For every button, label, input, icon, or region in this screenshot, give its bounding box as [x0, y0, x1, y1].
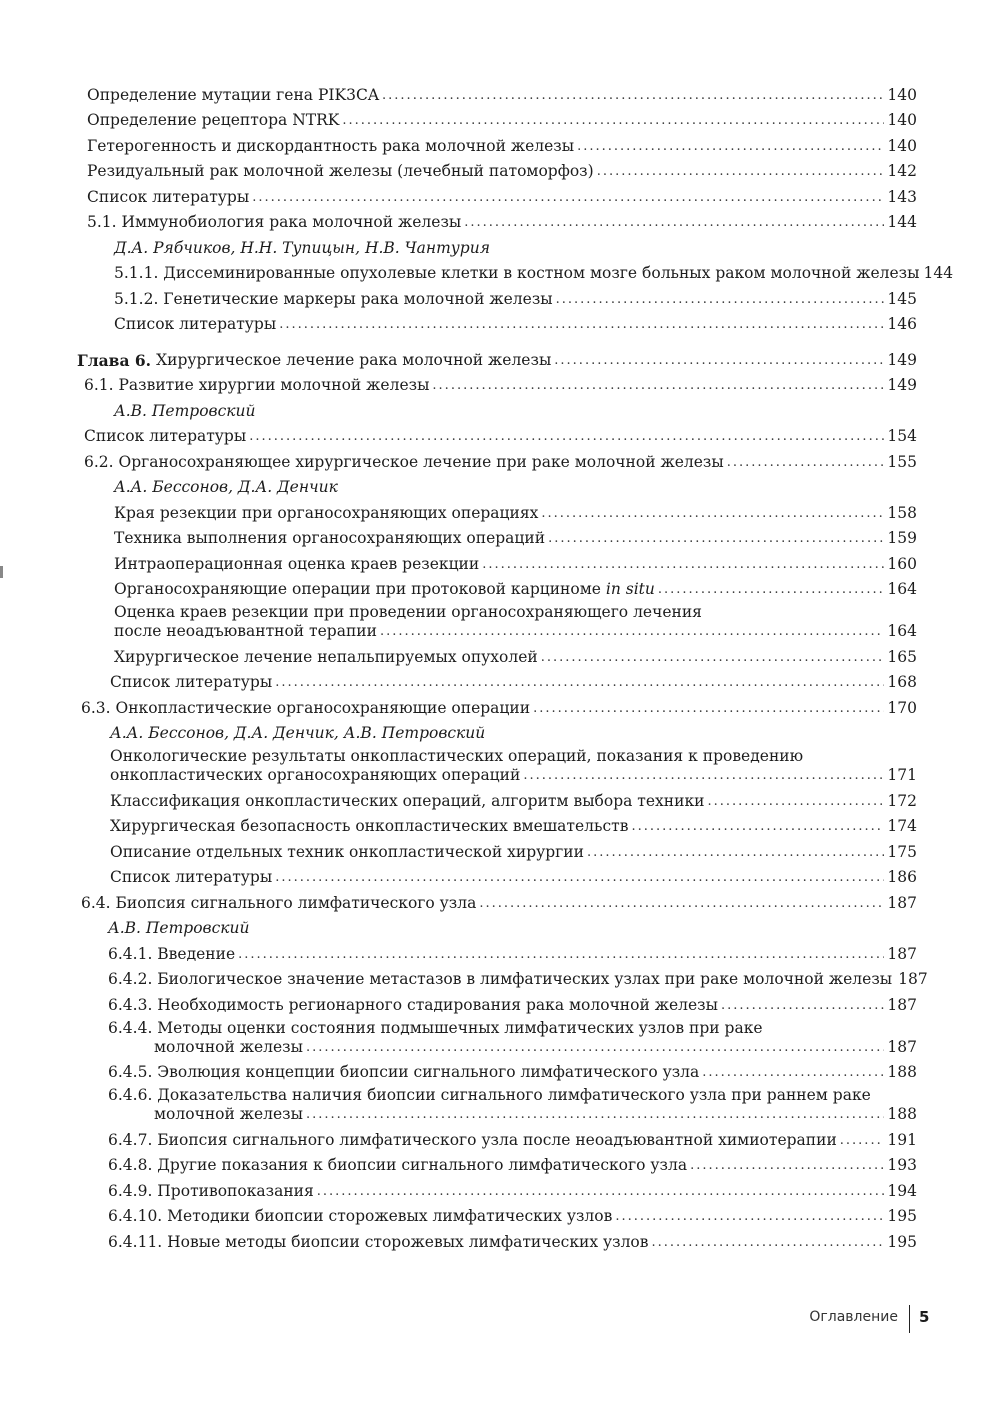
footer-divider — [909, 1305, 910, 1333]
entry-page: 143 — [887, 187, 917, 206]
dot-leader — [342, 111, 884, 130]
entry-page: 144 — [887, 213, 917, 231]
toc-entry — [108, 965, 928, 991]
page-number: 5 — [919, 1308, 930, 1326]
toc-entry — [114, 498, 917, 524]
entry-title: 6.4.8. Другие показания к биопсии сигнального лимфатического узла — [108, 1156, 688, 1174]
entry-page: 195 — [887, 1232, 917, 1251]
toc-entry — [108, 1058, 917, 1084]
entry-title-line2: молочной железы — [154, 1037, 303, 1056]
dot-leader — [482, 555, 884, 574]
dot-leader — [306, 1105, 884, 1124]
entry-title-line1: Оценка краев резекции при проведении органосохраняющего лечения — [114, 603, 702, 621]
toc-entry — [87, 182, 917, 208]
entry-title: 6.3. Онкопластические органосохраняющие операции — [81, 698, 531, 717]
dot-leader — [658, 580, 885, 599]
entry-title-line1: 6.4.4. Методы оценки состояния подмышечных лимфатических узлов при раке — [108, 1018, 763, 1037]
entry-page: 144 — [923, 264, 954, 282]
toc-section-entry — [81, 888, 917, 914]
toc-entry — [87, 157, 917, 183]
dot-leader — [652, 1233, 885, 1252]
dot-leader — [306, 1038, 884, 1057]
entry-page: 187 — [887, 995, 917, 1014]
toc-section-entry — [81, 693, 917, 719]
authors-text: Д.А. Рябчиков, Н.Н. Тупицын, Н.В. Чантурия — [114, 238, 490, 257]
entry-title: Органосохраняющие операции при протоковой карциноме — [114, 580, 601, 598]
entry-page: 175 — [887, 842, 917, 861]
entry-title-line2: онкопластических органосохраняющих операций — [110, 766, 521, 784]
toc-section-entry — [84, 447, 917, 473]
entry-page: 188 — [887, 1105, 917, 1123]
dot-leader — [541, 648, 885, 667]
entry-title: 5.1.2. Генетические маркеры рака молочной железы — [114, 289, 553, 308]
toc-chapter-entry — [77, 345, 917, 371]
dot-leader — [533, 699, 884, 718]
entry-page: 155 — [887, 452, 917, 471]
entry-title: 6.4.3. Необходимость регионарного стадирования рака молочной железы — [108, 995, 718, 1014]
toc-entry — [108, 1176, 917, 1202]
entry-page: 187 — [887, 1037, 917, 1056]
toc-entry — [114, 600, 917, 642]
scan-edge-mark — [0, 566, 3, 578]
entry-title: Определение рецептора NTRK — [87, 111, 340, 129]
entry-page: 188 — [887, 1063, 917, 1081]
entry-page: 165 — [887, 647, 917, 666]
entry-page: 171 — [887, 766, 917, 784]
entry-title: 6.2. Органосохраняющее хирургическое лечение при раке молочной железы — [84, 452, 724, 471]
entry-title: 5.1.1. Диссеминированные опухолевые клетки в костном мозге больных раком молочной железы — [114, 264, 920, 282]
toc-entry — [114, 524, 917, 550]
entry-page: 168 — [887, 673, 917, 691]
entry-page: 140 — [887, 111, 917, 129]
entry-page: 186 — [887, 868, 917, 886]
entry-title-italic: in situ — [605, 580, 655, 598]
entry-page: 140 — [887, 136, 917, 155]
toc-entry — [108, 1016, 917, 1058]
section-authors — [114, 396, 914, 422]
entry-page: 195 — [887, 1207, 917, 1225]
dot-leader — [840, 1131, 885, 1150]
dot-leader — [702, 1063, 884, 1082]
entry-title: Гетерогенность и дискордантность рака молочной железы — [87, 136, 575, 155]
dot-leader — [238, 945, 884, 964]
entry-title: Хирургическое лечение рака молочной железы — [156, 350, 552, 369]
toc-section-entry — [87, 208, 917, 234]
entry-title: 6.4.2. Биологическое значение метастазов в лимфатических узлах при раке молочной железы — [108, 970, 893, 988]
entry-title-line2: после неоадъювантной терапии — [114, 622, 377, 640]
dot-leader — [279, 315, 884, 334]
toc-entry — [110, 668, 917, 694]
toc-entry — [108, 939, 917, 965]
entry-page: 193 — [887, 1156, 917, 1174]
toc-entry — [108, 1227, 917, 1253]
entry-page: 194 — [887, 1181, 917, 1200]
section-authors — [114, 233, 914, 259]
entry-page: 187 — [887, 893, 917, 912]
entry-title: Резидуальный рак молочной железы (лечебный патоморфоз) — [87, 162, 594, 180]
entry-page: 158 — [887, 503, 917, 522]
entry-title: Список литературы — [84, 427, 247, 445]
page-footer — [0, 1305, 1000, 1333]
dot-leader — [275, 868, 884, 887]
toc-entry — [87, 80, 917, 106]
dot-leader — [577, 137, 884, 156]
toc-entry — [114, 259, 954, 285]
dot-leader — [317, 1182, 885, 1201]
entry-page: 159 — [887, 529, 917, 547]
dot-leader — [464, 213, 884, 232]
toc-entry — [84, 422, 917, 448]
entry-title: Определение мутации гена PIK3CA — [87, 85, 380, 104]
entry-title: 6.4.11. Новые методы биопсии сторожевых лимфатических узлов — [108, 1232, 649, 1251]
dot-leader — [587, 843, 884, 862]
entry-title: Список литературы — [87, 187, 250, 206]
entry-title-line1: Онкологические результаты онкопластических операций, показания к проведению — [110, 747, 804, 765]
entry-title: Края резекции при органосохраняющих операциях — [114, 503, 539, 522]
entry-page: 154 — [887, 427, 917, 445]
toc-entry — [110, 863, 917, 889]
authors-text: А.В. Петровский — [114, 401, 256, 420]
entry-title-line2: молочной железы — [154, 1105, 303, 1123]
section-authors — [110, 719, 910, 745]
entry-title: 6.4.10. Методики биопсии сторожевых лимфатических узлов — [108, 1207, 613, 1225]
entry-title: Список литературы — [110, 868, 273, 886]
entry-page: 145 — [887, 289, 917, 308]
entry-title: 6.4.7. Биопсия сигнального лимфатического узла после неоадъювантной химиотерапии — [108, 1130, 837, 1149]
toc-entry — [108, 1202, 917, 1228]
authors-text: А.В. Петровский — [108, 919, 250, 937]
dot-leader — [380, 622, 884, 641]
entry-title: 6.4.5. Эволюция концепции биопсии сигнального лимфатического узла — [108, 1063, 700, 1081]
dot-leader — [541, 504, 884, 523]
entry-title: 5.1. Иммунобиология рака молочной железы — [87, 213, 462, 231]
entry-page: 187 — [898, 970, 928, 988]
section-authors — [108, 914, 908, 940]
entry-page: 170 — [887, 698, 917, 717]
authors-text: А.А. Бессонов, Д.А. Денчик — [114, 478, 338, 496]
dot-leader — [615, 1207, 884, 1226]
entry-title-line1: 6.4.6. Доказательства наличия биопсии сигнального лимфатического узла при раннем раке — [108, 1086, 871, 1104]
dot-leader — [556, 290, 885, 309]
dot-leader — [252, 188, 884, 207]
entry-title: Список литературы — [114, 315, 277, 333]
toc-entry — [114, 310, 917, 336]
toc-entry — [110, 837, 917, 863]
entry-page: 172 — [887, 791, 917, 810]
dot-leader — [597, 162, 885, 181]
entry-page: 164 — [887, 622, 917, 640]
entry-title: 6.4.1. Введение — [108, 944, 236, 963]
toc-entry — [114, 284, 917, 310]
entry-page: 164 — [887, 580, 917, 598]
entry-page: 146 — [887, 315, 917, 333]
dot-leader — [479, 894, 884, 913]
toc-entry — [114, 642, 917, 668]
dot-leader — [727, 453, 885, 472]
toc-entry — [108, 1125, 917, 1151]
toc-entry — [87, 131, 917, 157]
toc-entry — [114, 575, 917, 601]
toc-section-entry — [84, 371, 917, 397]
entry-title: 6.4. Биопсия сигнального лимфатического узла — [81, 893, 477, 912]
toc-entry — [108, 990, 917, 1016]
dot-leader — [275, 673, 884, 692]
section-authors — [114, 473, 914, 499]
entry-title: Хирургическое лечение непальпируемых опухолей — [114, 647, 538, 666]
entry-title: Список литературы — [110, 673, 273, 691]
table-of-contents — [0, 80, 1000, 1253]
toc-entry — [110, 786, 917, 812]
entry-page: 160 — [887, 554, 917, 573]
entry-title: 6.1. Развитие хирургии молочной железы — [84, 376, 430, 394]
toc-entry — [114, 549, 917, 575]
dot-leader — [721, 996, 884, 1015]
entry-page: 149 — [887, 350, 917, 369]
entry-page: 187 — [887, 944, 917, 963]
entry-title: 6.4.9. Противопоказания — [108, 1181, 314, 1200]
toc-entry — [87, 106, 917, 132]
toc-entry — [108, 1083, 917, 1125]
entry-title: Описание отдельных техник онкопластической хирургии — [110, 842, 584, 861]
entry-title: Интраоперационная оценка краев резекции — [114, 554, 480, 573]
entry-title: Классификация онкопластических операций, алгоритм выбора техники — [110, 791, 705, 810]
chapter-label: Глава 6. — [77, 350, 152, 370]
dot-leader — [432, 376, 884, 395]
toc-entry — [110, 812, 917, 838]
entry-title: Техника выполнения органосохраняющих операций — [114, 529, 546, 547]
dot-leader — [631, 817, 884, 836]
footer-section-label: Оглавление — [809, 1309, 898, 1325]
authors-text: А.А. Бессонов, Д.А. Денчик, А.В. Петровский — [110, 724, 486, 742]
dot-leader — [690, 1156, 884, 1175]
dot-leader — [548, 529, 884, 548]
entry-page: 140 — [887, 85, 917, 104]
dot-leader — [707, 792, 884, 811]
toc-entry — [108, 1151, 917, 1177]
entry-page: 191 — [887, 1130, 917, 1149]
entry-page: 149 — [887, 376, 917, 394]
dot-leader — [382, 86, 884, 105]
dot-leader — [554, 351, 884, 370]
entry-title: Хирургическая безопасность онкопластических вмешательств — [110, 817, 629, 835]
entry-page: 174 — [887, 817, 917, 835]
dot-leader — [523, 766, 884, 785]
toc-entry — [110, 744, 917, 786]
dot-leader — [249, 427, 884, 446]
entry-page: 142 — [887, 162, 917, 180]
